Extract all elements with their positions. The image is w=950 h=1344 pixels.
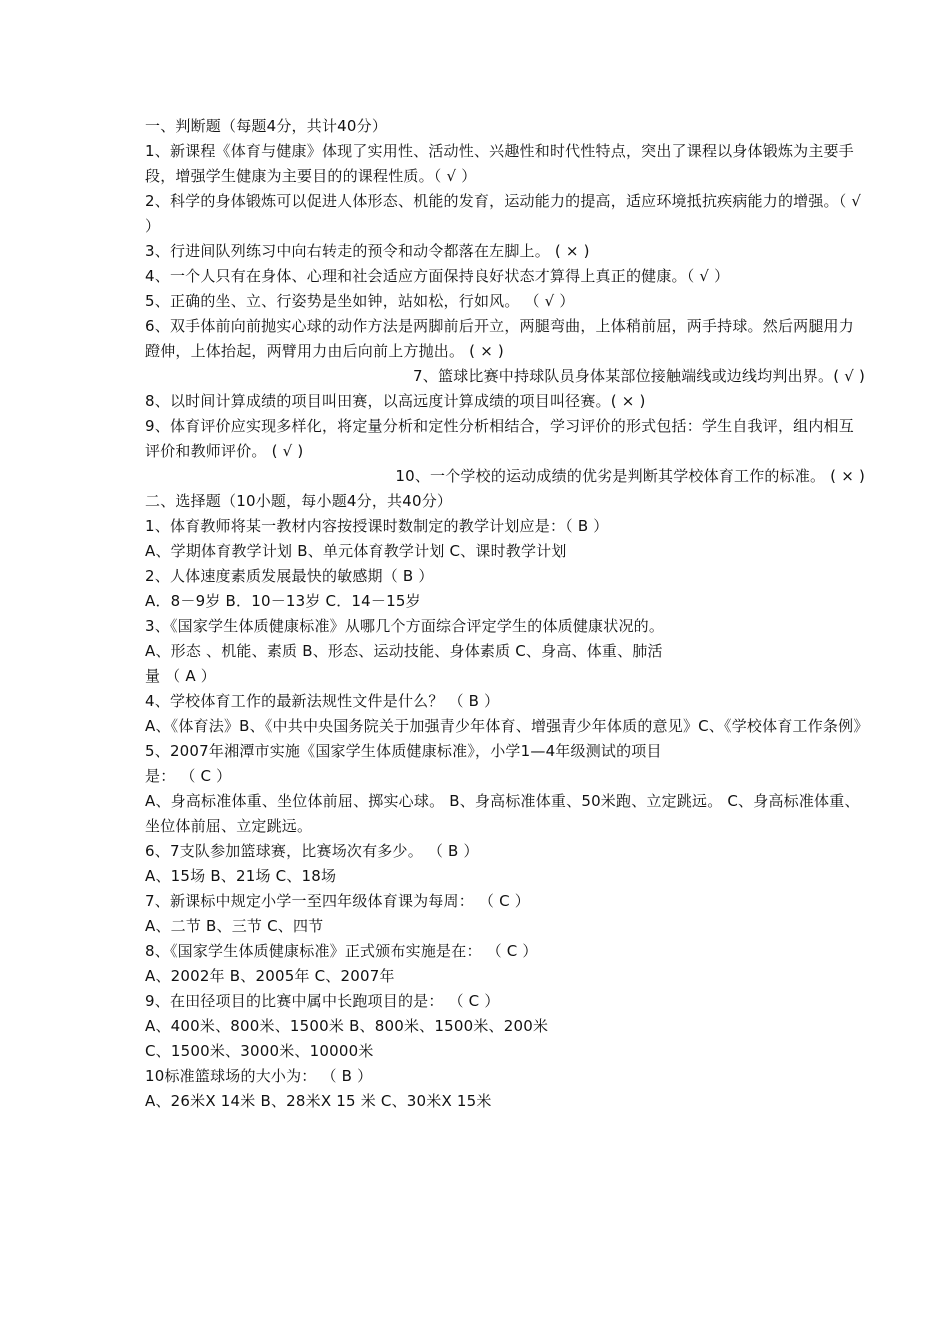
- judge-question-1: 1、新课程《体育与健康》体现了实用性、活动性、兴趣性和时代性特点，突出了课程以身体锻炼为主要手段，增强学生健康为主要目的的课程性质。（ √ ）: [145, 142, 854, 185]
- choice-options-4: A、《体育法》B、《中共中央国务院关于加强青少年体育、增强青少年体质的意见》C、《学校体育工作条例》: [145, 717, 869, 735]
- choice-question-4: 4、学校体育工作的最新法规性文件是什么？ （ B ）: [145, 692, 500, 710]
- judge-question-4: 4、一个人只有在身体、心理和社会适应方面保持良好状态才算得上真正的健康。（ √ ）: [145, 267, 730, 285]
- judge-question-10: 10、一个学校的运动成绩的优劣是判断其学校体育工作的标准。 ( × ): [395, 467, 865, 485]
- choice-options-3b: 量 （ A ）: [145, 667, 216, 685]
- section-1-heading: 一、判断题（每题4分，共计40分）: [145, 117, 388, 135]
- judge-question-9: 9、体育评价应实现多样化，将定量分析和定性分析相结合，学习评价的形式包括：学生自我评，组内相互评价和教师评价。 ( √ ): [145, 417, 854, 460]
- choice-question-2: 2、人体速度素质发展最快的敏感期（ B ）: [145, 567, 434, 585]
- section-2-heading: 二、选择题（10小题，每小题4分，共40分）: [145, 492, 453, 510]
- choice-options-3a: A、形态 、机能、素质 B、形态、运动技能、身体素质 C、身高、体重、肺活: [145, 642, 663, 660]
- judge-question-5: 5、正确的坐、立、行姿势是坐如钟，站如松，行如风。 （ √ ）: [145, 292, 575, 310]
- choice-options-2: A．8－9岁 B．10－13岁 C．14－15岁: [145, 592, 421, 610]
- choice-question-5b: 是： （ C ）: [145, 767, 232, 785]
- judge-question-8: 8、以时间计算成绩的项目叫田赛，以高远度计算成绩的项目叫径赛。( × ): [145, 392, 646, 410]
- judge-question-3: 3、行进间队列练习中向右转走的预令和动令都落在左脚上。 ( × ): [145, 242, 590, 260]
- exam-content: [145, 114, 869, 1114]
- choice-options-1: A、学期体育教学计划 B、单元体育教学计划 C、课时教学计划: [145, 542, 567, 560]
- choice-question-8: 8、《国家学生体质健康标准》正式颁布实施是在： （ C ）: [145, 942, 538, 960]
- choice-question-10: 10标准篮球场的大小为： （ B ）: [145, 1067, 373, 1085]
- judge-question-7: 7、篮球比赛中持球队员身体某部位接触端线或边线均判出界。( √ ): [413, 367, 865, 385]
- choice-question-6: 6、7支队参加篮球赛，比赛场次有多少。 （ B ）: [145, 842, 479, 860]
- choice-question-5a: 5、2007年湘潭市实施《国家学生体质健康标准》，小学1—4年级测试的项目: [145, 742, 662, 760]
- choice-options-7: A、二节 B、三节 C、四节: [145, 917, 324, 935]
- choice-options-6: A、15场 B、21场 C、18场: [145, 867, 337, 885]
- choice-question-3: 3、《国家学生体质健康标准》从哪几个方面综合评定学生的体质健康状况的。: [145, 617, 665, 635]
- choice-question-7: 7、新课标中规定小学一至四年级体育课为每周： （ C ）: [145, 892, 530, 910]
- choice-question-9: 9、在田径项目的比赛中属中长跑项目的是： （ C ）: [145, 992, 500, 1010]
- choice-question-1: 1、体育教师将某一教材内容按授课时数制定的教学计划应是：（ B ）: [145, 517, 609, 535]
- choice-options-10: A、26米X 14米 B、28米X 15 米 C、30米X 15米: [145, 1092, 492, 1110]
- choice-options-9a: A、400米、800米、1500米 B、800米、1500米、200米: [145, 1017, 549, 1035]
- judge-question-6: 6、双手体前向前抛实心球的动作方法是两脚前后开立，两腿弯曲，上体稍前屈，两手持球。然后两腿用力蹬伸，上体抬起，两臂用力由后向前上方抛出。 ( × ): [145, 317, 854, 360]
- judge-question-2: 2、科学的身体锻炼可以促进人体形态、机能的发育，运动能力的提高，适应环境抵抗疾病能力的增强。（ √ ）: [145, 192, 862, 235]
- choice-options-8: A、2002年 B、2005年 C、2007年: [145, 967, 395, 985]
- choice-options-5: A、身高标准体重、坐位体前屈、掷实心球。 B、身高标准体重、50米跑、立定跳远。 C、身高标准体重、坐位体前屈、立定跳远。: [145, 792, 860, 835]
- choice-options-9b: C、1500米、3000米、10000米: [145, 1042, 374, 1060]
